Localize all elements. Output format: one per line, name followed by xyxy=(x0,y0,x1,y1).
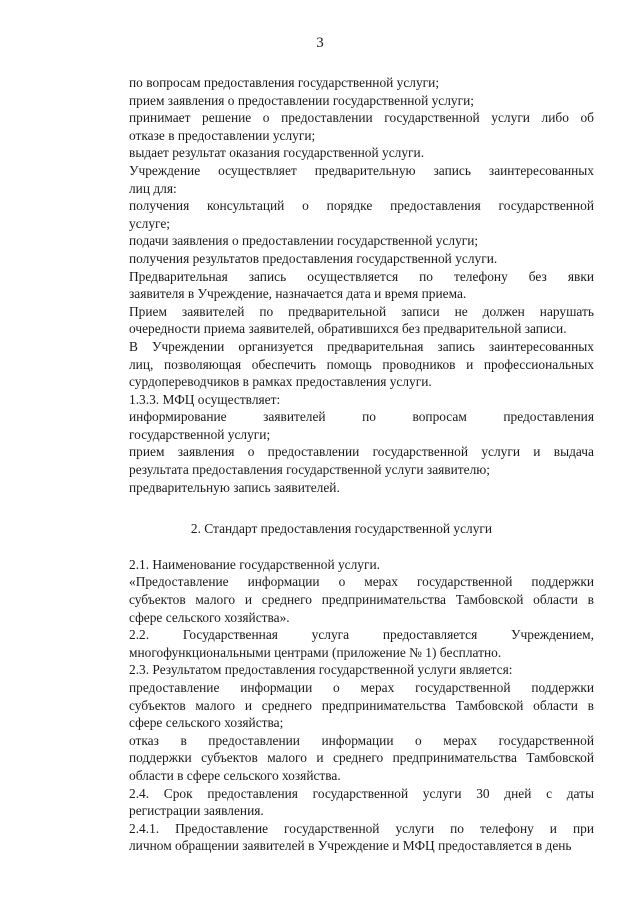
text-line: 2.4. Срок предоставления государственной услуги 30 дней с даты xyxy=(129,785,594,801)
text-line: государственной услуги; xyxy=(129,426,271,442)
paragraph xyxy=(89,232,594,250)
text-line: сурдопереводчиков в рамках предоставления услуги. xyxy=(129,374,432,390)
text-line: информирование заявителей по вопросам предоставления xyxy=(129,409,594,425)
text-line: получения консультаций о порядке предоставления государственной xyxy=(129,198,594,214)
text-line: 2.1. Наименование государственной услуги. xyxy=(129,556,381,572)
paragraph xyxy=(89,732,594,785)
text-line: получения результатов предоставления государственной услуги. xyxy=(129,250,498,266)
text-line: лиц для: xyxy=(129,180,177,196)
text-line: субъектов малого и среднего предпринимательства Тамбовской области в xyxy=(129,592,594,608)
paragraph xyxy=(89,250,594,268)
paragraph xyxy=(89,303,594,338)
paragraph xyxy=(89,268,594,303)
text-line: очередности приема заявителей, обратившихся без предварительной записи. xyxy=(129,321,567,337)
paragraph xyxy=(89,556,594,574)
paragraph xyxy=(89,443,594,478)
text-line: сфере сельского хозяйства; xyxy=(129,715,284,731)
paragraph xyxy=(89,820,594,855)
section-heading: 2. Стандарт предоставления государственной услуги xyxy=(190,521,493,537)
text-line: предоставление информации о мерах государственной поддержки xyxy=(129,680,594,695)
text-line: В Учреждении организуется предварительная запись заинтересованных xyxy=(129,338,594,354)
text-line: подачи заявления о предоставлении государственной услуги; xyxy=(129,233,479,249)
text-line: личном обращении заявителей в Учреждение и МФЦ предоставляется в день xyxy=(129,838,572,854)
paragraph xyxy=(89,573,594,626)
paragraph-group-1 xyxy=(89,74,594,496)
text-line: «Предоставление информации о мерах государственной поддержки xyxy=(129,574,594,590)
text-line: результата предоставления государственной услуги заявителю; xyxy=(129,462,490,478)
text-line: прием заявления о предоставлении государственной услуги; xyxy=(129,92,475,108)
text-line: лиц, позволяющая обеспечить помощь проводников и профессиональных xyxy=(129,356,594,372)
text-line: услуге; xyxy=(129,215,170,231)
paragraph xyxy=(89,679,594,732)
text-line: многофункциональными центрами (приложение № 1) бесплатно. xyxy=(129,644,502,660)
text-line: по вопросам предоставления государственной услуги; xyxy=(129,75,440,90)
document-body xyxy=(89,74,594,855)
text-line: регистрации заявления. xyxy=(129,803,264,819)
text-line: отказ в предоставлении информации о мерах государственной xyxy=(129,732,594,748)
text-line: прием заявления о предоставлении государственной услуги и выдача xyxy=(129,444,594,460)
paragraph xyxy=(89,785,594,820)
paragraph xyxy=(89,197,594,232)
text-line: 1.3.3. МФЦ осуществляет: xyxy=(129,391,281,407)
paragraph-group-2 xyxy=(89,556,594,855)
text-line: области в сфере сельского хозяйства. xyxy=(129,767,341,783)
text-line: предварительную запись заявителей. xyxy=(129,479,340,495)
text-line: Предварительная запись осуществляется по телефону без явки xyxy=(129,268,594,284)
text-line: заявителя в Учреждение, назначается дата и время приема. xyxy=(129,286,467,302)
text-line: субъектов малого и среднего предпринимательства Тамбовской области в xyxy=(129,697,594,713)
text-line: 2.3. Результатом предоставления государственной услуги является: xyxy=(129,662,513,678)
text-line: поддержки субъектов малого и среднего предпринимательства Тамбовской xyxy=(129,750,594,766)
text-line: 2.4.1. Предоставление государственной услуги по телефону и при xyxy=(129,820,594,836)
text-line: сфере сельского хозяйства». xyxy=(129,609,290,625)
paragraph xyxy=(89,92,594,110)
paragraph xyxy=(89,626,594,661)
text-line: 2.2. Государственная услуга предоставляется Учреждением, xyxy=(129,627,594,643)
text-line: выдает результат оказания государственной услуги. xyxy=(129,145,425,161)
text-line: Прием заявителей по предварительной записи не должен нарушать xyxy=(129,303,594,319)
paragraph xyxy=(89,408,594,443)
paragraph xyxy=(89,391,594,409)
paragraph xyxy=(89,162,594,197)
text-line: Учреждение осуществляет предварительную запись заинтересованных xyxy=(129,162,594,178)
paragraph xyxy=(89,338,594,391)
paragraph xyxy=(89,74,594,92)
text-line: принимает решение о предоставлении государственной услуги либо об xyxy=(129,110,594,126)
page-number: 3 xyxy=(316,35,324,51)
text-line: отказе в предоставлении услуги; xyxy=(129,127,316,143)
paragraph xyxy=(89,109,594,144)
paragraph xyxy=(89,479,594,497)
paragraph xyxy=(89,144,594,162)
paragraph xyxy=(89,661,594,679)
